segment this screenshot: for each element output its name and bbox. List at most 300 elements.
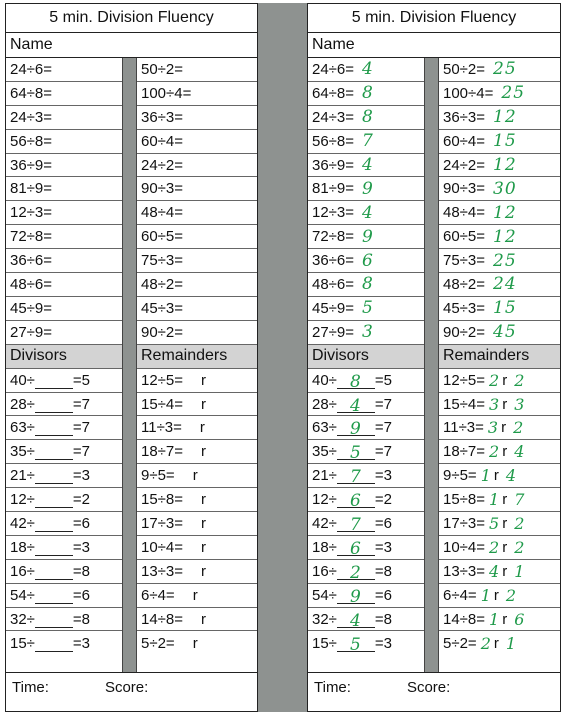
fact-problem: 60÷4= [443, 132, 486, 150]
divisor-blank[interactable] [337, 538, 375, 559]
divisor-dividend: 63÷ [10, 419, 35, 437]
remainder-cell [439, 488, 560, 512]
fact-problem: 24÷3= [312, 108, 355, 126]
divisor-result: =5 [72, 371, 91, 389]
handwritten-answer: 12 [493, 202, 517, 223]
handwritten-answer: 4 [350, 610, 362, 631]
divisor-dividend: 32÷ [312, 610, 337, 628]
column-right [136, 58, 257, 672]
remainder-r-letter: r [502, 371, 508, 389]
fact-problem: 50÷2= [443, 60, 486, 78]
divisor-blank[interactable] [35, 372, 73, 389]
handwritten-answer: 24 [493, 274, 517, 295]
divisor-cell [308, 560, 424, 584]
fact-cell [137, 154, 257, 178]
divisor-cell [6, 488, 122, 512]
fact-problem: 56÷8= [10, 132, 53, 150]
remainder-problem: 6÷4= [443, 586, 477, 604]
divisor-blank[interactable] [337, 371, 375, 392]
remainder-cell [137, 584, 257, 608]
remainder-r-letter: r [201, 610, 207, 628]
remainders-header: Remainders [439, 345, 560, 369]
handwritten-remainder: 2 [514, 537, 525, 557]
fact-cell [308, 154, 424, 178]
remainder-r-letter: r [502, 514, 508, 532]
remainder-cell [137, 464, 257, 488]
divisor-dividend: 21÷ [10, 467, 35, 485]
handwritten-answer: 30 [493, 178, 517, 199]
divisor-blank[interactable] [337, 443, 375, 464]
divisor-result: =3 [374, 538, 393, 556]
footer [6, 673, 257, 701]
remainder-r-letter: r [201, 491, 207, 509]
remainder-r-letter: r [192, 586, 198, 604]
fact-cell [137, 321, 257, 345]
divisor-blank[interactable] [35, 563, 73, 580]
handwritten-remainder: 2 [505, 585, 517, 605]
remainder-cell [439, 584, 560, 608]
remainder-r-letter: r [502, 562, 508, 580]
fact-problem: 45÷9= [10, 299, 53, 317]
divisor-dividend: 42÷ [312, 514, 337, 532]
remainder-r-letter: r [201, 395, 207, 413]
handwritten-answer: 12 [493, 155, 517, 175]
fact-problem: 36÷3= [443, 108, 486, 126]
handwritten-answer: 25 [501, 83, 526, 104]
fact-problem: 24÷3= [10, 108, 53, 126]
fact-cell [6, 106, 122, 130]
divisor-dividend: 15÷ [10, 634, 35, 652]
remainder-r-letter: r [493, 634, 499, 652]
divisor-dividend: 15÷ [312, 634, 337, 652]
divisor-dividend: 21÷ [312, 467, 337, 485]
fact-cell [308, 201, 424, 225]
remainder-cell [137, 512, 257, 536]
divisor-result: =8 [374, 610, 393, 628]
divisor-blank[interactable] [337, 491, 375, 512]
divisor-dividend: 40÷ [312, 371, 337, 389]
divisor-blank[interactable] [337, 634, 375, 655]
divisor-result: =3 [72, 538, 91, 556]
divisor-blank[interactable] [35, 539, 73, 556]
fact-cell [6, 154, 122, 178]
remainder-problem: 18÷7= [141, 443, 184, 461]
fact-cell [439, 321, 560, 345]
handwritten-remainder: 1 [505, 633, 517, 653]
divisor-blank[interactable] [35, 396, 73, 413]
fact-problem: 48÷2= [141, 275, 184, 293]
fact-cell [137, 82, 257, 106]
divisor-cell [308, 536, 424, 560]
fact-problem: 48÷2= [443, 275, 486, 293]
remainder-r-letter: r [502, 443, 508, 461]
fact-cell [6, 249, 122, 273]
divisor-result: =7 [72, 395, 91, 413]
fact-problem: 36÷9= [10, 156, 53, 174]
handwritten-remainder: 2 [514, 370, 525, 390]
fact-problem: 100÷4= [141, 84, 192, 102]
divisor-result: =6 [374, 586, 393, 604]
handwritten-answer: 8 [350, 371, 362, 392]
handwritten-answer: 4 [350, 395, 362, 416]
fact-cell [308, 273, 424, 297]
divisor-cell [6, 560, 122, 584]
fact-problem: 72÷8= [312, 228, 355, 246]
divisor-blank[interactable] [337, 586, 375, 607]
divisor-dividend: 12÷ [10, 491, 35, 509]
handwritten-answer: 2 [350, 562, 362, 583]
remainder-r-letter: r [502, 610, 508, 628]
divisor-dividend: 63÷ [312, 419, 337, 437]
remainder-problem: 13÷3= [141, 562, 184, 580]
divisor-cell [6, 416, 122, 440]
remainder-problem: 12÷5= [141, 371, 184, 389]
divisor-dividend: 16÷ [10, 562, 35, 580]
divisor-dividend: 40÷ [10, 371, 35, 389]
column-gap [123, 58, 136, 672]
fact-cell [6, 225, 122, 249]
handwritten-answer: 6 [362, 250, 374, 271]
divisor-blank[interactable] [337, 562, 375, 583]
fact-problem: 24÷6= [312, 60, 355, 78]
fact-problem: 36÷6= [10, 252, 53, 270]
remainder-problem: 10÷4= [443, 538, 486, 556]
divisor-dividend: 35÷ [312, 443, 337, 461]
remainder-problem: 14÷8= [443, 610, 486, 628]
name-field[interactable]: Name [6, 33, 257, 58]
fact-cell [137, 249, 257, 273]
remainder-problem: 17÷3= [443, 514, 486, 532]
fact-cell [308, 249, 424, 273]
score-label: Score: [104, 678, 149, 696]
remainder-cell [137, 608, 257, 632]
remainder-r-letter: r [201, 514, 207, 532]
fact-problem: 90÷2= [141, 323, 184, 341]
divisor-cell [308, 608, 424, 632]
handwritten-quotient: 5 [489, 513, 500, 533]
remainder-cell [137, 369, 257, 393]
divisor-dividend: 12÷ [312, 491, 337, 509]
divisor-dividend: 32÷ [10, 610, 35, 628]
remainder-r-letter: r [201, 371, 207, 389]
time-label: Time: [314, 678, 351, 696]
remainder-cell [137, 440, 257, 464]
fact-cell [6, 201, 122, 225]
fact-problem: 27÷9= [312, 323, 355, 341]
divisor-result: =3 [374, 634, 393, 652]
fact-cell [137, 58, 257, 82]
handwritten-quotient: 1 [480, 466, 491, 486]
fact-cell [137, 201, 257, 225]
remainder-problem: 15÷8= [443, 491, 486, 509]
handwritten-quotient: 4 [489, 561, 500, 581]
fact-cell [137, 225, 257, 249]
divisor-blank[interactable] [337, 610, 375, 631]
divisor-blank[interactable] [35, 611, 73, 628]
handwritten-answer: 5 [350, 634, 362, 655]
divisor-result: =6 [72, 514, 91, 532]
fact-cell [439, 154, 560, 178]
divisor-result: =2 [374, 491, 393, 509]
fact-cell [6, 297, 122, 321]
remainder-cell [137, 416, 257, 440]
remainder-cell [439, 560, 560, 584]
divisor-result: =6 [374, 514, 393, 532]
divisor-result: =3 [374, 467, 393, 485]
remainder-r-letter: r [501, 419, 507, 437]
worksheet-title: 5 min. Division Fluency [6, 4, 257, 33]
handwritten-remainder: 2 [513, 418, 524, 438]
handwritten-answer: 4 [362, 59, 374, 80]
fact-cell [439, 130, 560, 154]
fact-problem: 24÷6= [10, 60, 53, 78]
divisor-cell [308, 631, 424, 655]
divisor-cell [6, 631, 122, 655]
divisor-blank[interactable] [35, 419, 73, 436]
divisor-cell [6, 512, 122, 536]
divisor-cell [308, 440, 424, 464]
remainder-cell [439, 393, 560, 417]
remainder-cell [439, 631, 560, 655]
column-right [438, 58, 560, 672]
remainder-cell [439, 608, 560, 632]
handwritten-answer: 4 [362, 155, 374, 175]
fact-problem: 45÷3= [443, 299, 486, 317]
fact-problem: 48÷6= [10, 275, 53, 293]
fact-problem: 12÷3= [10, 204, 53, 222]
remainder-cell [439, 440, 560, 464]
fact-cell [6, 273, 122, 297]
remainder-problem: 12÷5= [443, 371, 486, 389]
divisor-cell [308, 488, 424, 512]
handwritten-quotient: 1 [489, 609, 500, 629]
handwritten-quotient: 2 [480, 633, 491, 653]
fact-problem: 75÷3= [443, 252, 486, 270]
fact-cell [439, 82, 560, 106]
remainder-cell [439, 512, 560, 536]
remainder-problem: 6÷4= [141, 586, 175, 604]
fact-problem: 36÷9= [312, 156, 355, 174]
divisor-dividend: 28÷ [312, 395, 337, 413]
column-left [6, 58, 123, 672]
fact-cell [6, 321, 122, 345]
remainder-problem: 9÷5= [141, 467, 175, 485]
remainder-problem: 15÷8= [141, 491, 184, 509]
problem-grid [308, 58, 560, 673]
remainders-header: Remainders [137, 345, 257, 369]
fact-problem: 60÷5= [443, 228, 486, 246]
remainder-cell [439, 416, 560, 440]
fact-problem: 60÷4= [141, 132, 184, 150]
handwritten-remainder: 1 [514, 561, 525, 581]
column-gap [425, 58, 438, 672]
remainder-problem: 14÷8= [141, 610, 184, 628]
handwritten-answer: 12 [493, 107, 517, 128]
column-left [308, 58, 425, 672]
remainder-r-letter: r [502, 395, 508, 413]
handwritten-answer: 9 [362, 178, 374, 199]
fact-problem: 48÷4= [141, 204, 184, 222]
handwritten-quotient: 1 [489, 490, 500, 510]
fact-problem: 45÷3= [141, 299, 184, 317]
divisor-blank[interactable] [337, 419, 375, 440]
divisor-cell [308, 393, 424, 417]
divisor-dividend: 28÷ [10, 395, 35, 413]
divisor-result: =7 [374, 419, 393, 437]
fact-cell [137, 106, 257, 130]
name-field[interactable]: Name [308, 33, 560, 58]
handwritten-answer: 5 [362, 298, 374, 319]
fact-cell [308, 106, 424, 130]
divisor-result: =8 [72, 610, 91, 628]
fact-problem: 36÷6= [312, 252, 355, 270]
handwritten-answer: 7 [350, 467, 362, 488]
handwritten-answer: 15 [493, 131, 517, 152]
handwritten-quotient: 2 [489, 442, 500, 462]
fact-cell [308, 225, 424, 249]
problem-grid [6, 58, 257, 673]
handwritten-answer: 9 [350, 586, 362, 607]
time-label: Time: [12, 678, 49, 696]
divisor-result: =7 [374, 395, 393, 413]
divisor-blank[interactable] [337, 514, 375, 535]
handwritten-answer: 15 [493, 298, 517, 319]
remainder-cell [137, 488, 257, 512]
fact-cell [308, 297, 424, 321]
divisor-blank[interactable] [35, 467, 73, 484]
divisor-dividend: 18÷ [312, 538, 337, 556]
divisor-blank[interactable] [35, 587, 73, 604]
remainder-problem: 11÷3= [443, 419, 484, 437]
handwritten-remainder: 4 [505, 466, 517, 486]
remainder-cell [439, 464, 560, 488]
fact-problem: 36÷3= [141, 108, 184, 126]
center-gray-band [258, 3, 307, 712]
divisor-result: =3 [72, 634, 91, 652]
handwritten-answer: 45 [493, 322, 517, 343]
handwritten-remainder: 2 [514, 513, 525, 533]
remainder-r-letter: r [201, 443, 207, 461]
handwritten-quotient: 3 [489, 394, 500, 414]
handwritten-answer: 8 [362, 274, 374, 295]
remainder-r-letter: r [493, 586, 499, 604]
fact-problem: 50÷2= [141, 60, 184, 78]
divisor-blank[interactable] [35, 515, 73, 532]
handwritten-answer: 12 [493, 226, 517, 247]
handwritten-remainder: 3 [514, 394, 525, 414]
divisor-blank[interactable] [337, 395, 375, 416]
remainder-r-letter: r [502, 538, 508, 556]
fact-problem: 90÷3= [443, 180, 486, 198]
divisor-cell [308, 512, 424, 536]
fact-problem: 64÷8= [312, 84, 355, 102]
remainder-cell [137, 393, 257, 417]
handwritten-answer: 8 [362, 83, 374, 104]
divisor-result: =2 [72, 491, 91, 509]
fact-cell [439, 201, 560, 225]
fact-cell [439, 249, 560, 273]
divisor-result: =7 [72, 419, 91, 437]
divisor-blank[interactable] [35, 491, 73, 508]
divisor-cell [6, 369, 122, 393]
fact-cell [308, 82, 424, 106]
remainder-cell [439, 369, 560, 393]
fact-cell [137, 273, 257, 297]
fact-cell [308, 177, 424, 201]
divisor-blank[interactable] [35, 635, 73, 652]
handwritten-answer: 9 [350, 419, 362, 440]
divisor-result: =8 [374, 562, 393, 580]
remainder-problem: 18÷7= [443, 443, 486, 461]
fact-problem: 24÷2= [443, 156, 486, 174]
handwritten-quotient: 1 [480, 585, 491, 605]
divisor-cell [6, 440, 122, 464]
score-label: Score: [406, 678, 451, 696]
fact-problem: 81÷9= [312, 180, 355, 198]
divisor-cell [308, 369, 424, 393]
remainder-r-letter: r [192, 634, 198, 652]
fact-cell [439, 273, 560, 297]
remainder-r-letter: r [493, 467, 499, 485]
handwritten-quotient: 3 [487, 418, 499, 438]
divisor-result: =8 [72, 562, 91, 580]
divisor-cell [308, 584, 424, 608]
divisor-result: =7 [374, 443, 393, 461]
fact-cell [439, 225, 560, 249]
remainder-problem: 15÷4= [141, 395, 184, 413]
divisor-dividend: 35÷ [10, 443, 35, 461]
divisor-result: =3 [72, 467, 91, 485]
fact-cell [308, 321, 424, 345]
divisors-header: Divisors [6, 345, 122, 369]
handwritten-answer: 6 [350, 538, 362, 559]
remainder-problem: 5÷2= [443, 634, 477, 652]
remainder-problem: 10÷4= [141, 538, 184, 556]
handwritten-answer: 6 [350, 491, 362, 512]
divisor-blank[interactable] [337, 467, 375, 488]
handwritten-quotient: 2 [489, 537, 500, 557]
fact-cell [439, 177, 560, 201]
divisor-cell [6, 464, 122, 488]
fact-problem: 64÷8= [10, 84, 53, 102]
fact-problem: 90÷3= [141, 180, 184, 198]
fact-cell [439, 106, 560, 130]
fact-cell [439, 297, 560, 321]
divisor-dividend: 16÷ [312, 562, 337, 580]
fact-cell [6, 82, 122, 106]
remainder-problem: 9÷5= [443, 467, 477, 485]
fact-cell [439, 58, 560, 82]
remainder-problem: 17÷3= [141, 514, 184, 532]
fact-problem: 75÷3= [141, 252, 184, 270]
handwritten-remainder: 7 [514, 490, 525, 510]
fact-problem: 48÷6= [312, 275, 355, 293]
fact-problem: 100÷4= [443, 84, 494, 102]
remainder-cell [137, 631, 257, 655]
remainder-cell [137, 560, 257, 584]
divisor-blank[interactable] [35, 443, 73, 460]
fact-cell [6, 177, 122, 201]
fact-cell [137, 297, 257, 321]
handwritten-answer: 25 [493, 250, 517, 271]
fact-cell [6, 130, 122, 154]
remainder-r-letter: r [502, 491, 508, 509]
divisor-cell [308, 416, 424, 440]
divisor-cell [308, 464, 424, 488]
fact-cell [308, 58, 424, 82]
handwritten-answer: 8 [362, 107, 374, 128]
fact-cell [137, 177, 257, 201]
